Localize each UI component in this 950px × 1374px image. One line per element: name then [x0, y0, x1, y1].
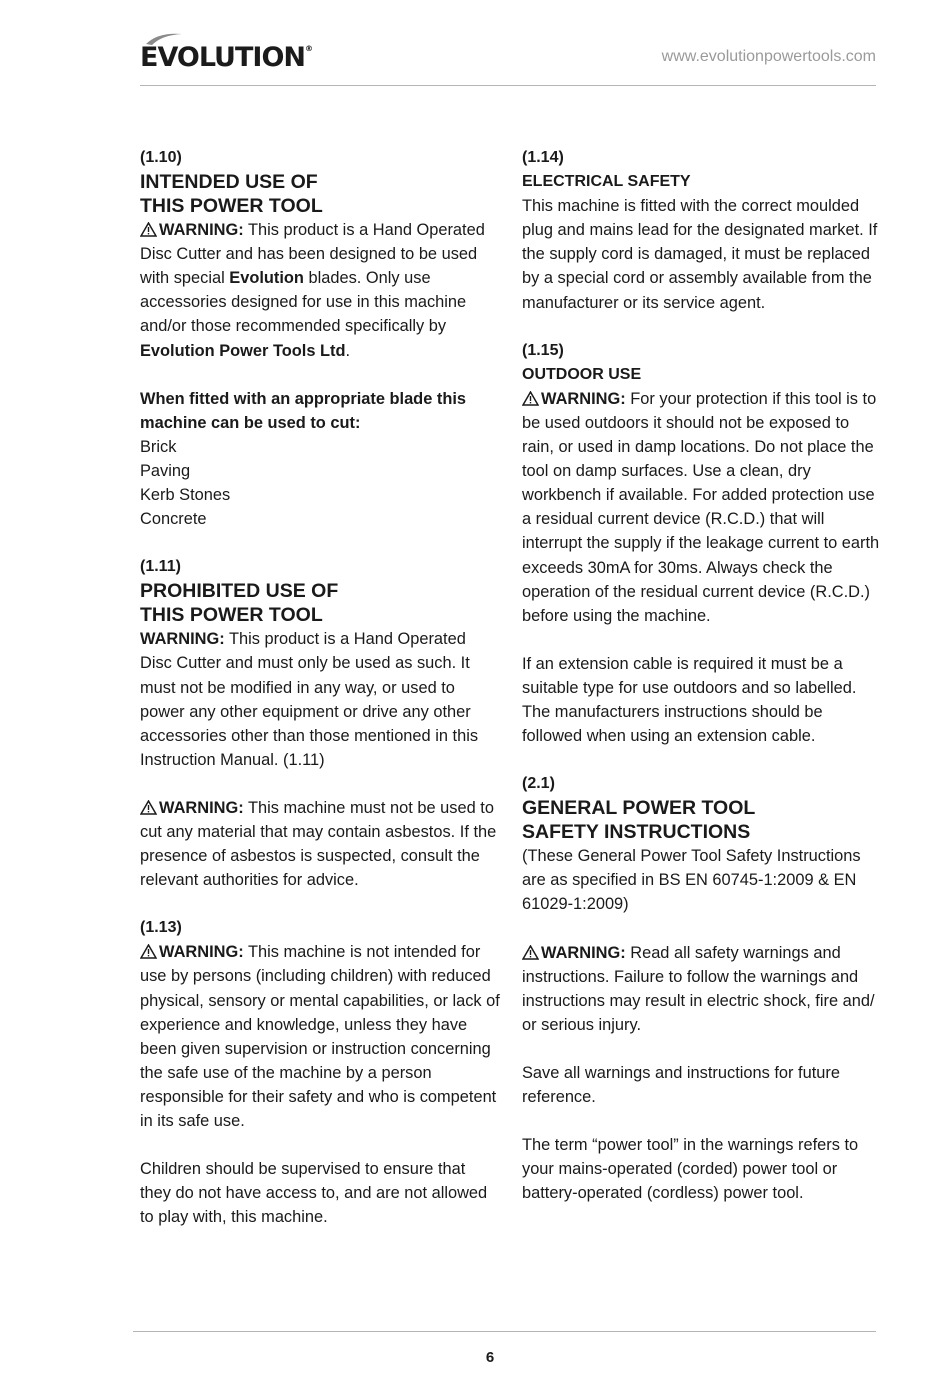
warning-label: WARNING:: [159, 798, 244, 817]
cut-materials-intro: When fitted with an appropriate blade this machine can be used to cut:: [140, 389, 467, 432]
logo-registered-mark: ®: [305, 44, 313, 53]
warning-paragraph: [522, 941, 882, 1037]
power-tool-term-paragraph: The term “power tool” in the warnings refers to your mains-operated (corded) power tool or battery-operated (cordless) power tool.: [522, 1136, 859, 1203]
left-column: [140, 146, 500, 1229]
body-text: For your protection if this tool is to be used outdoors it should not be exposed to rain, or used in damp locations. Do not place the tool on damp surfaces. Use a clean, dry workbench if available. For added protection use a residual current device (R.C.D.) that will interrupt the supply if the leakage current to earth exceeds 30mA for 30ms. Always check the operation of the residual current device (R.C.D.) before using the machine.: [522, 389, 880, 625]
warning-label: WARNING:: [159, 943, 244, 962]
warning-label: WARNING:: [541, 943, 626, 962]
body-text: blades. Only use accessories designed for use in this machine and/or those recommended specifically by: [140, 269, 467, 336]
section-title-line1: INTENDED USE OF: [140, 171, 318, 194]
section-1-15: [522, 339, 882, 749]
page-header: [140, 28, 876, 84]
section-title: OUTDOOR USE: [522, 365, 642, 383]
section-1-14: [522, 146, 882, 315]
body-text: This product is a Hand Operated Disc Cutter and must only be used as such. It must not be modified in any way, or used to power any other equipment or drive any other accessories other than those mentioned in this Instruction Manual. (1.11): [140, 630, 479, 769]
material-item: Concrete: [140, 510, 207, 529]
section-number: (2.1): [522, 775, 555, 793]
material-item: Kerb Stones: [140, 486, 231, 505]
body-paragraph: This machine is fitted with the correct moulded plug and mains lead for the designated market. If the supply cord is damaged, it must be replaced by a special cord or assembly available from the manufacturer or its service agent.: [522, 197, 878, 312]
section-title-line1: PROHIBITED USE OF: [140, 580, 339, 603]
body-text: This machine must not be used to cut any material that may contain asbestos. If the presence of asbestos is suspected, consult the relevant authorities for advice.: [140, 798, 497, 890]
warning-label: WARNING:: [541, 389, 626, 408]
warning-paragraph: [522, 387, 882, 628]
section-title-line2: THIS POWER TOOL: [140, 195, 323, 218]
section-number: (1.14): [522, 149, 564, 166]
page-number: 6: [485, 1349, 495, 1366]
warning-label: WARNING:: [159, 221, 244, 240]
section-1-10: [140, 146, 500, 531]
warning-triangle-icon: [140, 800, 157, 815]
warning-paragraph: [140, 627, 500, 772]
logo-wordmark: EVOLUTION: [140, 42, 305, 73]
section-title-line2: THIS POWER TOOL: [140, 604, 323, 627]
warning-paragraph: [140, 218, 500, 363]
material-item: Paving: [140, 461, 191, 480]
body-text: .: [345, 341, 351, 360]
warning-paragraph: [140, 940, 500, 1133]
section-title: ELECTRICAL SAFETY: [522, 173, 691, 191]
warning-triangle-icon: [522, 945, 539, 960]
section-number: (1.15): [522, 341, 564, 359]
warning-triangle-icon: [522, 391, 539, 406]
section-number: (1.11): [140, 558, 181, 576]
material-item: Brick: [140, 437, 177, 456]
save-instructions-paragraph: Save all warnings and instructions for future reference.: [522, 1063, 840, 1106]
body-text: This machine is not intended for use by persons (including children) with reduced physical, sensory or mental capabilities, or lack of experience and knowledge, unless they have been given supervision or instruction concerning the safe use of the machine by a person responsible for their safety and who is competent in its safe use.: [140, 943, 500, 1130]
body-text: This product is a Hand Operated Disc Cutter and has been designed to be used with special: [140, 221, 485, 288]
section-title-line1: GENERAL POWER TOOL: [522, 797, 756, 820]
children-paragraph: Children should be supervised to ensure that they do not have access to, and are not allowed to play with, this machine.: [140, 1160, 488, 1227]
section-number: (1.13): [140, 919, 182, 937]
section-2-1: [522, 772, 882, 1205]
section-1-13: [140, 916, 500, 1229]
evolution-logo: [140, 28, 340, 76]
brand-name: Evolution: [229, 269, 304, 288]
header-divider: [140, 85, 876, 86]
company-name: Evolution Power Tools Ltd: [140, 341, 346, 360]
body-text: Read all safety warnings and instructions. Failure to follow the warnings and instructions may result in electric shock, fire and/ or serious injury.: [522, 943, 875, 1034]
footer-divider: [133, 1331, 876, 1332]
warning-label: WARNING:: [140, 630, 225, 649]
section-number: (1.10): [140, 149, 182, 166]
website-url[interactable]: www.evolutionpowertools.com: [661, 48, 876, 65]
warning-triangle-icon: [140, 222, 157, 237]
standards-paragraph: (These General Power Tool Safety Instructions are as specified in BS EN 60745-1:2009 & EN 61029-1:2009): [522, 847, 861, 914]
section-title-line2: SAFETY INSTRUCTIONS: [522, 821, 751, 844]
right-column: [522, 146, 882, 1205]
asbestos-warning-paragraph: [140, 796, 500, 892]
warning-triangle-icon: [140, 944, 157, 959]
section-1-11: [140, 555, 500, 892]
extension-cable-paragraph: If an extension cable is required it must be a suitable type for use outdoors and so labelled. The manufacturers instructions should be followed when using an extension cable.: [522, 654, 857, 746]
